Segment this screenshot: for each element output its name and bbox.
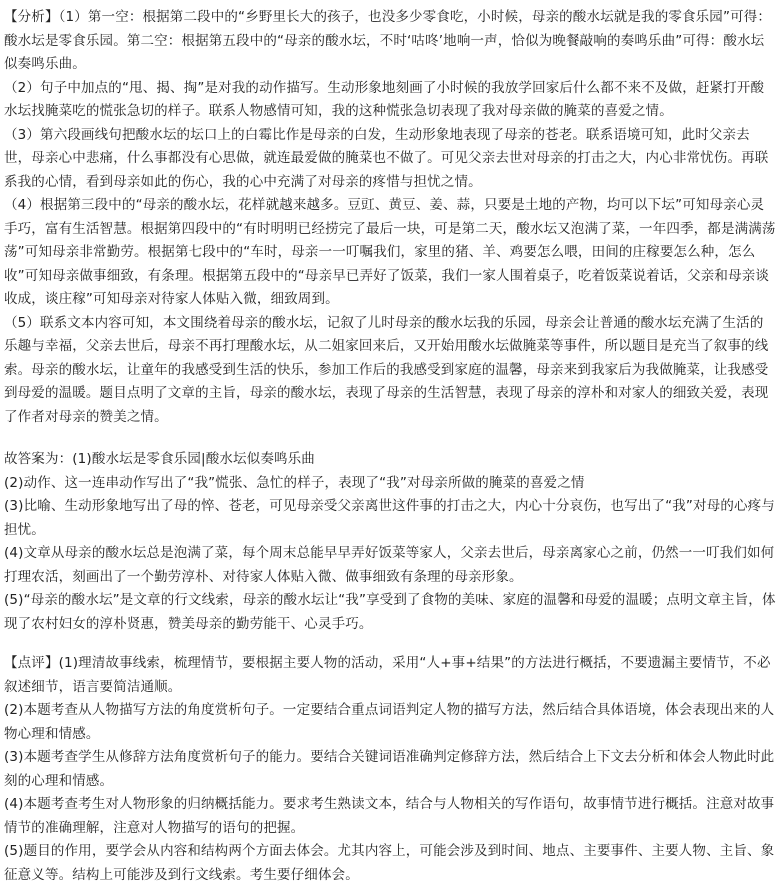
comment-paragraph-4: (4)本题考查考生对人物形象的归纳概括能力。要求考生熟读文本，结合与人物相关的写作语句，故事情节进行概括。注意对故事情节的准确理解，注意对人物描写的语句的把握。 <box>4 796 775 836</box>
answer-paragraph-2: (2)动作、这一连串动作写出了“我”慌张、急忙的样子，表现了“我”对母亲所做的腌菜的喜爱之情 <box>4 474 585 491</box>
answer-paragraph-1: 故答案为：(1)酸水坛是零食乐园|酸水坛似奏鸣乐曲 <box>4 451 315 467</box>
comment-paragraph-1 <box>4 652 776 699</box>
comment-tag: 【点评】 <box>4 655 59 671</box>
analysis-paragraph-5: （5）联系文本内容可知，本文围绕着母亲的酸水坛，记叙了儿时母亲的酸水坛我的乐园，母亲会让普通的酸水坛充满了生活的乐趣与幸福，父亲去世后，母亲不再打理酸水坛，从二姐家回来后，又开始用酸水坛做腌菜等事件，所以题目是充当了叙事的线索。母亲的酸水坛，让童年的我感受到生活的快乐，参加工作后的我感受到家庭的温馨，母亲来到我家后为我做腌菜，让我感受到母爱的温暖。题目点明了文章的主旨，母亲的酸水坛，表现了母亲的生活智慧，表现了母亲的淳朴和对家人的细致关爱，表现了作者对母亲的赞美之情。 <box>4 314 769 425</box>
comment-paragraph-2: (2)本题考查从人物描写方法的角度赏析句子。一定要结合重点词语判定人物的描写方法，然后结合具体语境，体会表现出来的人物心理和情感。 <box>4 702 775 742</box>
analysis-paragraph-3: （3）第六段画线句把酸水坛的坛口上的白霉比作是母亲的白发，生动形象地表现了母亲的苍老。联系语境可知，此时父亲去世，母亲心中悲痛，什么事都没有心思做，就连最爱做的腌菜也不做了。可见父亲去世对母亲的打击之大，内心非常忧伤。再联系我的心情，看到母亲如此的伤心，我的心中充满了对母亲的疼惜与担忧之情。 <box>4 126 769 190</box>
comment-paragraph-1-text: (1)理清故事线索，梳理情节，要根据主要人物的活动，采用“人+事+结果”的方法进行概括，不要遗漏主要情节，不必叙述细节，语言要简洁通顺。 <box>4 655 771 695</box>
comment-section <box>4 652 776 887</box>
answer-paragraph-4: (4)文章从母亲的酸水坛总是泡满了菜，每个周末总能早早弄好饭菜等家人，父亲去世后，母亲离家心之前，仍然一一叮我们如何打理农活，刻画出了一个勤劳淳朴、对待家人体贴入微、做事细致有条理的母亲形象。 <box>4 545 775 585</box>
analysis-paragraph-2: （2）句子中加点的“甩、揭、掏”是对我的动作描写。生动形象地刻画了小时候的我放学回家后什么都不来不及做，赶紧打开酸水坛找腌菜吃的慌张急切的样子。联系人物感情可知，我的这种慌张急切表现了我对母亲做的腌菜的喜爱之情。 <box>4 79 765 119</box>
analysis-paragraph-4: （4）根据第三段中的“母亲的酸水坛，花样就越来越多。豆豇、黄豆、姜、蒜，只要是土地的产物，均可以下坛”可知母亲心灵手巧，富有生活智慧。根据第四段中的“有时明明已经捞完了最后一块，可是第二天，酸水坛又泡满了菜，一年四季，都是满满荡荡”可知母亲非常勤劳。根据第七段中的“车时，母亲一一叮嘱我们，家里的猪、羊、鸡要怎么喂，田间的庄稼要怎么种，怎么收”可知母亲做事细致，有条理。根据第五段中的“母亲早已弄好了饭菜，我们一家人围着桌子，吃着饭菜说着话，父亲和母亲谈收成，谈庄稼”可知母亲对待家人体贴入微，细致周到。 <box>4 197 776 307</box>
analysis-section <box>4 6 776 429</box>
answer-section <box>4 448 776 636</box>
answer-paragraph-3: (3)比喻、生动形象地写出了母的悴、苍老，可见母亲受父亲离世这件事的打击之大，内心十分哀伤，也写出了“我”对母的心疼与担忧。 <box>4 498 775 538</box>
analysis-paragraph-1 <box>4 6 776 77</box>
analysis-tag: 【分析】 <box>4 9 59 25</box>
comment-paragraph-5: (5)题目的作用，要学会从内容和结构两个方面去体会。尤其内容上，可能会涉及到时间、地点、主要事件、主要人物、主旨、象征意义等。结构上可能涉及到行文线索。考生要仔细体会。 <box>4 843 775 883</box>
comment-paragraph-3: (3)本题考查学生从修辞方法角度赏析句子的能力。要结合关键词语准确判定修辞方法，然后结合上下文去分析和体会人物此时此刻的心理和情感。 <box>4 749 775 789</box>
answer-paragraph-5: (5)“母亲的酸水坛”是文章的行文线索，母亲的酸水坛让“我”享受到了食物的美味、家庭的温馨和母爱的温暖；点明文章主旨，体现了农村妇女的淳朴贤惠，赞美母亲的勤劳能干、心灵手巧。 <box>4 592 776 632</box>
analysis-paragraph-1-text: （1）第一空：根据第二段中的“乡野里长大的孩子，也没多少零食吃，小时候，母亲的酸水坛就是我的零食乐园”可得：酸水坛是零食乐园。第二空：根据第五段中的“母亲的酸水坛，不时‘咕咚’地响一声，恰似为晚餐敲响的奏鸣乐曲”可得：酸水坛似奏鸣乐曲。 <box>4 9 772 72</box>
